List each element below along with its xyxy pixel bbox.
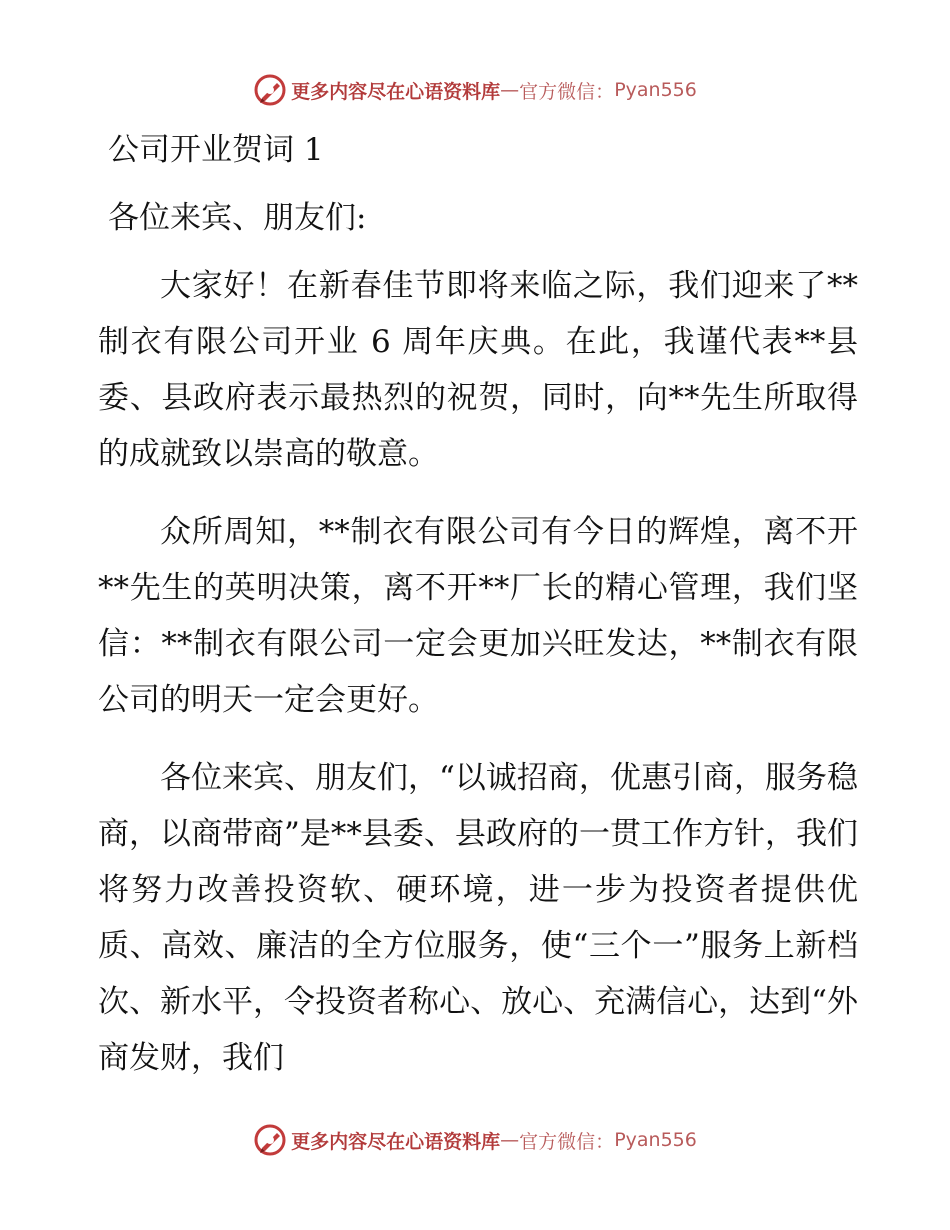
banner-dash: — <box>500 79 520 101</box>
banner-dash: — <box>500 1129 520 1151</box>
document-body <box>98 122 858 1086</box>
banner-wechat-id: Pyan556 <box>614 79 697 101</box>
paragraph-1: 大家好！在新春佳节即将来临之际，我们迎来了**制衣有限公司开业 6 周年庆典。在此，我谨代表**县委、县政府表示最热烈的祝贺，同时，向**先生所取得的成就致以崇高的敬意。 <box>98 268 858 472</box>
banner-wechat-id: Pyan556 <box>614 1129 697 1151</box>
banner-brand-text: 更多内容尽在心语资料库 <box>291 80 501 103</box>
banner-wechat-label: 官方微信： <box>519 80 615 103</box>
footer-banner <box>0 1120 950 1160</box>
pen-logo-icon <box>253 1123 287 1157</box>
pen-logo-icon <box>253 73 287 107</box>
greeting: 各位来宾、朋友们: <box>108 200 367 236</box>
header-banner <box>0 70 950 110</box>
banner-brand-text: 更多内容尽在心语资料库 <box>291 1130 501 1153</box>
banner-wechat-label: 官方微信： <box>519 1130 615 1153</box>
paragraph-3: 各位来宾、朋友们，“以诚招商，优惠引商，服务稳商，以商带商”是**县委、县政府的一贯工作方针，我们将努力改善投资软、硬环境，进一步为投资者提供优质、高效、廉洁的全方位服务，使“三个一”服务上新档次、新水平，令投资者称心、放心、充满信心，达到“外商发财，我们 <box>98 760 858 1076</box>
document-title: 公司开业贺词 1 <box>108 132 324 168</box>
paragraph-2: 众所周知，**制衣有限公司有今日的辉煌，离不开**先生的英明决策，离不开**厂长的精心管理，我们坚信：**制衣有限公司一定会更加兴旺发达，**制衣有限公司的明天一定会更好。 <box>98 514 858 718</box>
